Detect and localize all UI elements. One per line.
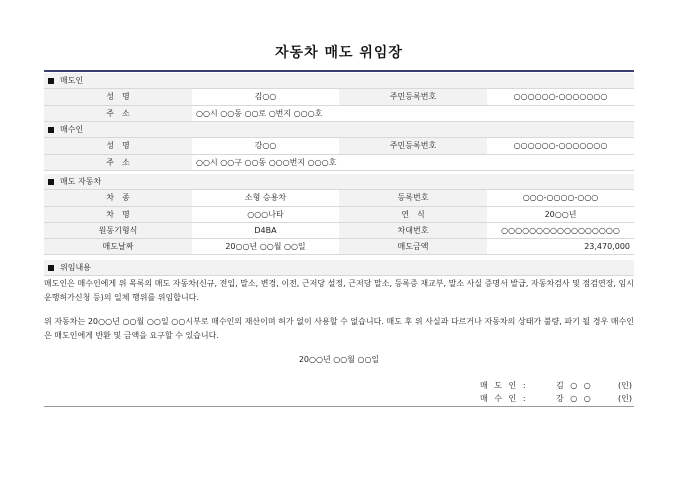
delegation-paragraph-2: 위 자동차는 20○○년 ○○월 ○○일 ○○시부로 매수인의 재산이며 허가 없이 사용할 수 없습니다. 매도 후 위 사실과 다르거나 자동차의 상태가 불량, 파기 될 경우 매수인은 매도인에게 반환 및 금액을 요구할 수 있습니다. [44, 317, 634, 340]
sale-date-label: 매도날짜 [44, 238, 192, 254]
buyer-address-row [44, 154, 634, 170]
vehicle-vin-label: 차대번호 [339, 222, 487, 238]
buyer-name-value: 강○○ [192, 138, 339, 154]
seller-id-label: 주민등록번호 [339, 89, 487, 105]
bullet-square-icon [48, 78, 54, 84]
vehicle-table [44, 190, 634, 255]
seller-table [44, 89, 634, 122]
buyer-seal-mark: (인) [618, 394, 632, 403]
title-divider [44, 70, 634, 72]
vehicle-section-heading [44, 174, 634, 190]
sale-price-label: 매도금액 [339, 238, 487, 254]
vehicle-row-engine [44, 222, 634, 238]
sale-price-value: 23,470,000 [487, 238, 634, 254]
seller-seal-mark: (인) [618, 381, 632, 390]
vehicle-model-label: 차 명 [44, 206, 192, 222]
buyer-signature-line [44, 393, 634, 405]
vehicle-heading-label: 매도 자동차 [60, 177, 102, 186]
vehicle-reg-value: ○○○-○○○○-○○○ [487, 190, 634, 206]
delegation-section-heading [44, 260, 634, 276]
buyer-signature-label: 매 수 인 : [480, 394, 528, 403]
bottom-divider [44, 406, 634, 407]
vehicle-year-value: 20○○년 [487, 206, 634, 222]
buyer-table [44, 138, 634, 171]
vehicle-engine-label: 원동기형식 [44, 222, 192, 238]
vehicle-year-label: 연 식 [339, 206, 487, 222]
vehicle-vin-value: ○○○○○○○○○○○○○○○○○ [487, 222, 634, 238]
buyer-id-value: ○○○○○○-○○○○○○○ [487, 138, 634, 154]
vehicle-row-date [44, 238, 634, 254]
seller-name-row [44, 89, 634, 105]
buyer-name-label: 성 명 [44, 138, 192, 154]
buyer-address-label: 주 소 [44, 154, 192, 170]
delegation-heading-label: 위임내용 [60, 263, 91, 272]
bullet-square-icon [48, 127, 54, 133]
delegation-paragraph-1: 매도인은 매수인에게 위 목록의 매도 자동차(신규, 전입, 말소, 변경, 이전, 근저당 설정, 근저당 말소, 등록증 재교부, 말소 사실 증명서 발급, 자동차검사 및 점검연장, 임시운행허가신청 등)의 일체 행위를 위임합니다. [44, 279, 634, 302]
buyer-heading-label: 매수인 [60, 125, 84, 134]
seller-address-value: ○○시 ○○동 ○○로 ○번지 ○○○호 [192, 105, 634, 121]
vehicle-model-value: ○○○나타 [192, 206, 339, 222]
document-title: 자동차 매도 위임장 [275, 45, 403, 61]
vehicle-row-type [44, 190, 634, 206]
sale-date-value: 20○○년 ○○월 ○○일 [192, 238, 339, 254]
buyer-id-label: 주민등록번호 [339, 138, 487, 154]
vehicle-type-label: 차 종 [44, 190, 192, 206]
buyer-address-value: ○○시 ○○구 ○○동 ○○○번지 ○○○호 [192, 154, 634, 170]
seller-signature-label: 매 도 인 : [480, 381, 528, 390]
bullet-square-icon [48, 265, 54, 271]
document-page [44, 0, 634, 481]
vehicle-type-value: 소형 승용차 [192, 190, 339, 206]
vehicle-engine-value: D4BA [192, 222, 339, 238]
seller-signature-line [44, 380, 634, 392]
buyer-name-row [44, 138, 634, 154]
vehicle-reg-label: 등록번호 [339, 190, 487, 206]
seller-name-label: 성 명 [44, 89, 192, 105]
vehicle-row-model [44, 206, 634, 222]
bullet-square-icon [48, 179, 54, 185]
buyer-signature-name: 강 ○ ○ [556, 394, 593, 403]
seller-name-value: 김○○ [192, 89, 339, 105]
seller-section-heading [44, 73, 634, 89]
buyer-section-heading [44, 122, 634, 138]
seller-heading-label: 매도인 [60, 76, 84, 85]
seller-address-label: 주 소 [44, 105, 192, 121]
seller-id-value: ○○○○○○-○○○○○○○ [487, 89, 634, 105]
seller-signature-name: 김 ○ ○ [556, 381, 593, 390]
document-date: 20○○년 ○○월 ○○일 [298, 355, 380, 364]
seller-address-row [44, 105, 634, 121]
